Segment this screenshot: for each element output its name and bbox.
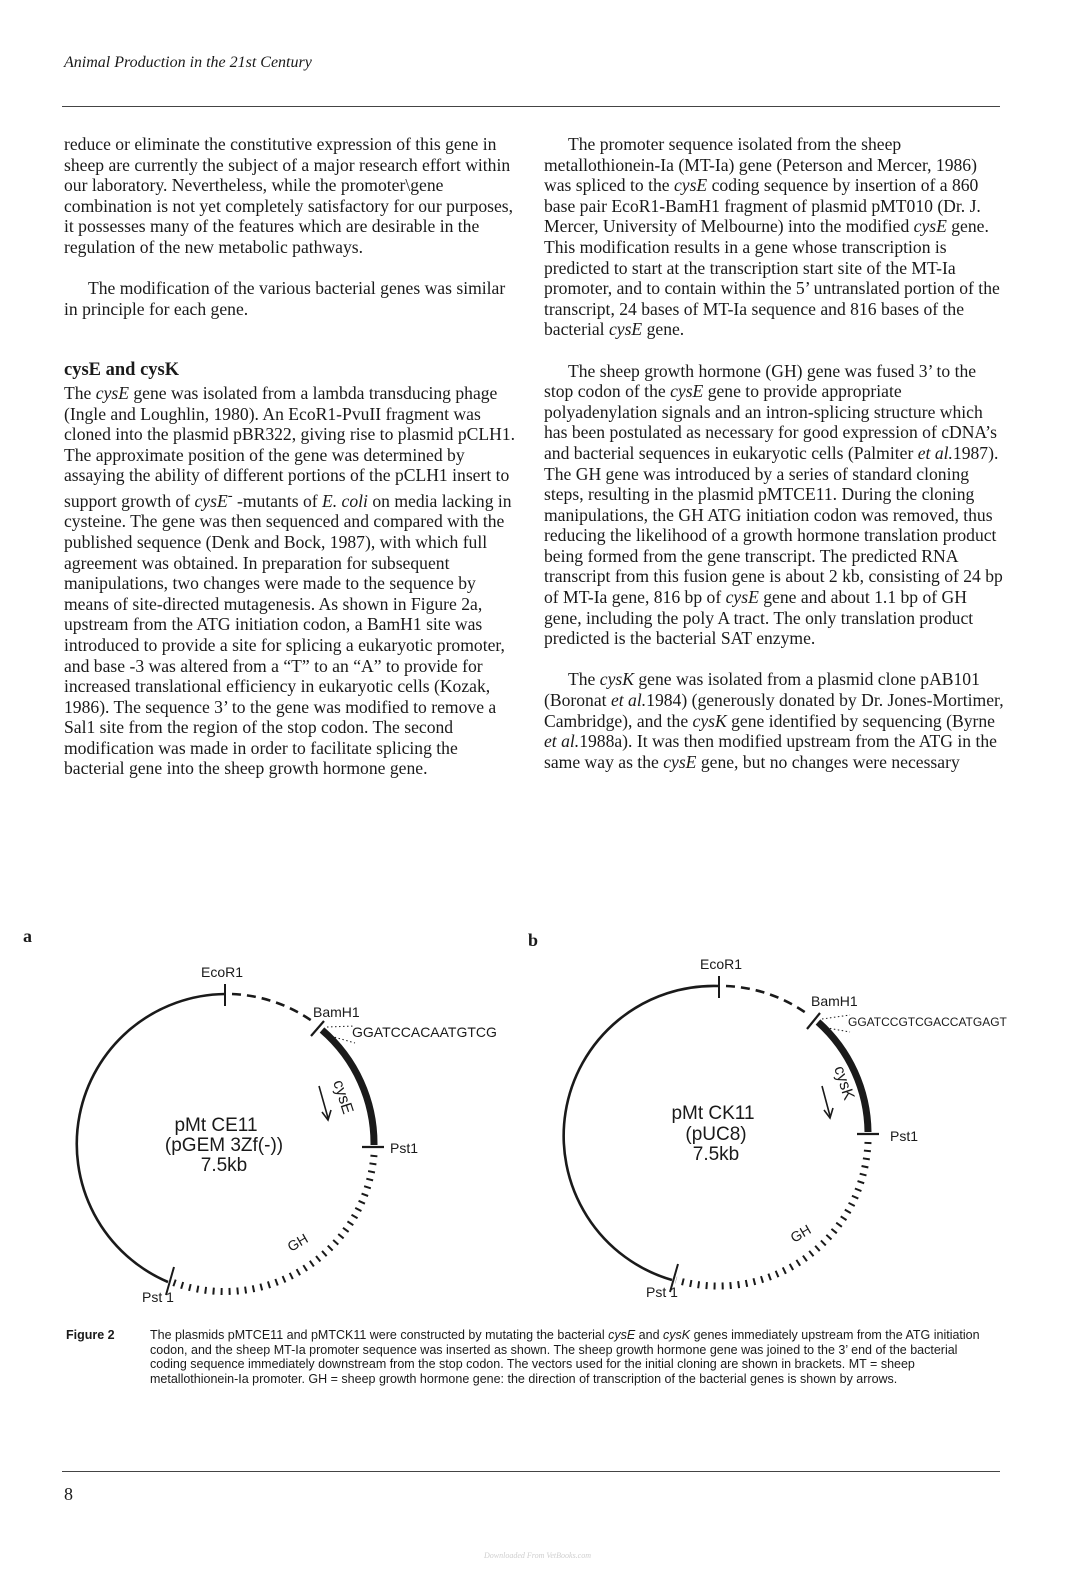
ecor1-label-a: EcoR1 — [201, 964, 244, 980]
panel-b-label: b — [528, 930, 539, 950]
left-paragraph-2: The modification of the various bacterial genes was similar in principle for each gene. — [64, 278, 506, 319]
bamh1-label-a: BamH1 — [313, 1004, 360, 1020]
pst-1-label-b: Pst 1 — [646, 1284, 678, 1300]
plasmid-name-b: pMt CK11 — [671, 1103, 755, 1124]
running-head: Animal Production in the 21st Century — [64, 54, 312, 71]
left-paragraph-3: The cysE gene was isolated from a lambda transducing phage (Ingle and Loughlin, 1980). An EcoR1-PvuII fragment was cloned into the plasmid pBR322, giving rise to plasmid pCLH1. The approximate position of the gene was determined by assaying the ability of different portions of the pCLH1 insert to support growth of cysE- -mutants of E. coli on media lacking in cysteine. The gene was then sequenced and compared with the published sequence (Denk and Bock, 1987), with which full agreement was obtained. In preparation for subsequent manipulations, two changes were made to the sequence by means of site-directed mutagenesis. As shown in Figure 2a, upstream from the ATG initiation codon, a BamH1 site was introduced to provide a site for splicing a eukaryotic promoter, and base -3 was altered from a “T” to an “A” to provide for increased translational efficiency in eukaryotic cells (Kozak, 1986). The sequence 3’ to the gene was modified to remove a Sal1 site from the region of the stop codon. The second modification was made in order to facilitate splicing the bacterial gene into the sheep growth hormone gene. — [64, 382, 516, 779]
bamh1-label-b: BamH1 — [811, 993, 858, 1009]
sequence-leader-a — [327, 1026, 355, 1027]
pst1-label-a: Pst1 — [390, 1140, 419, 1156]
size-label-b: 7.5kb — [692, 1144, 740, 1165]
right-paragraph-3: The cysK gene was isolated from a plasmid clone pAB101 (Boronat et al.1984) (generously donated by Dr. Jones-Mortimer, Cambridge), and the cysK gene identified by sequencing (Byrne et al.1988a). It was then modified upstream from the ATG in the same way as the cysE gene, but no changes were necessary — [544, 669, 1004, 772]
cysE-gene-label: cysE — [329, 1077, 357, 1117]
promoter-arc-b — [726, 986, 806, 1013]
figure-caption — [66, 1328, 986, 1386]
footer-rule — [62, 1471, 1000, 1472]
sequence-leader-b — [822, 1015, 850, 1019]
right-paragraph-2: The sheep growth hormone (GH) gene was fused 3’ to the stop codon of the cysE gene to provide appropriate polyadenylation signals and an intron-splicing structure which has been postulated as necessary for good expression of cDNA’s and bacterial sequences in eukaryotic cells (Palmiter et al.1987). The GH gene was introduced by a series of standard cloning steps, resulting in the plasmid pMTCE11. During the cloning manipulations, the GH ATG initiation codon was removed, thus reducing the likelihood of a growth hormone translation product being formed from the gene transcript. The predicted RNA transcript from this fusion gene is about 2 kb, consisting of 24 bp of MT-Ia gene, 816 bp of cysE gene and about 1.1 bp of GH gene, including the poly A tract. The only translation product predicted is the bacterial SAT enzyme. — [544, 360, 1003, 649]
left-paragraph-1: reduce or eliminate the constitutive expression of this gene in sheep are currently the subject of a major research effort within our laboratory. Nevertheless, while the promoter\gene combination is not yet completely satisfactory for our purposes, it possesses many of the features which are desirable in the regulation of the new metabolic pathways. — [64, 134, 514, 257]
sequence-label-a: GGATCCACAATGTCG — [352, 1024, 497, 1040]
promoter-arc-a — [232, 994, 312, 1021]
figure-caption-label: Figure 2 — [66, 1328, 115, 1342]
panel-a-label: a — [23, 926, 32, 946]
vector-label-b: (pUC8) — [685, 1124, 747, 1145]
pst1-label-b: Pst1 — [890, 1128, 919, 1144]
pst-1-label-a: Pst 1 — [142, 1289, 174, 1305]
gh-label-b: GH — [787, 1221, 814, 1246]
ecor1-label-b: EcoR1 — [700, 956, 743, 972]
plasmid-name-a: pMt CE11 — [174, 1115, 258, 1136]
page-number: 8 — [64, 1484, 73, 1504]
cysK-gene-label: cysK — [830, 1063, 858, 1103]
figure-caption-text: The plasmids pMTCE11 and pMTCK11 were constructed by mutating the bacterial cysE and cysK genes immediately upstream from the ATG initiation codon, and the sheep MT-Ia promoter sequence was inserted as shown. The sheep growth hormone gene was joined to the 3’ end of the bacterial coding sequence immediately downstream from the stop codon. The vectors used for the initial cloning are shown in brackets. MT = sheep metallothionein-Ia promoter. GH = sheep growth hormone gene: the direction of transcription of the bacterial genes is shown by arrows. — [150, 1328, 980, 1386]
gh-label-a: GH — [284, 1230, 311, 1255]
direction-arrow-icon — [319, 1086, 331, 1120]
vector-label-a: (pGEM 3Zf(-)) — [164, 1135, 284, 1156]
right-paragraph-1: The promoter sequence isolated from the sheep metallothionein-Ia (MT-Ia) gene (Peterson and Mercer, 1986) was spliced to the cysE coding sequence by insertion of a 860 base pair EcoR1-BamH1 fragment of plasmid pMT010 (Dr. J. Mercer, University of Melbourne) into the modified cysE gene. This modification results in a gene whose transcription is predicted to start at the transcription start site of the MT-Ia promoter, and to contain within the 5’ untranslated portion of the transcript, 24 bases of MT-Ia sequence and 816 bases of the bacterial cysE gene. — [544, 134, 1000, 340]
size-label-a: 7.5kb — [200, 1155, 248, 1176]
direction-arrow-icon — [822, 1086, 833, 1118]
sequence-label-b: GGATCCGTCGACCATGAGT — [848, 1015, 1007, 1029]
section-heading: cysE and cysK — [64, 360, 180, 381]
download-watermark: Downloaded From VetBooks.com — [483, 1551, 592, 1560]
